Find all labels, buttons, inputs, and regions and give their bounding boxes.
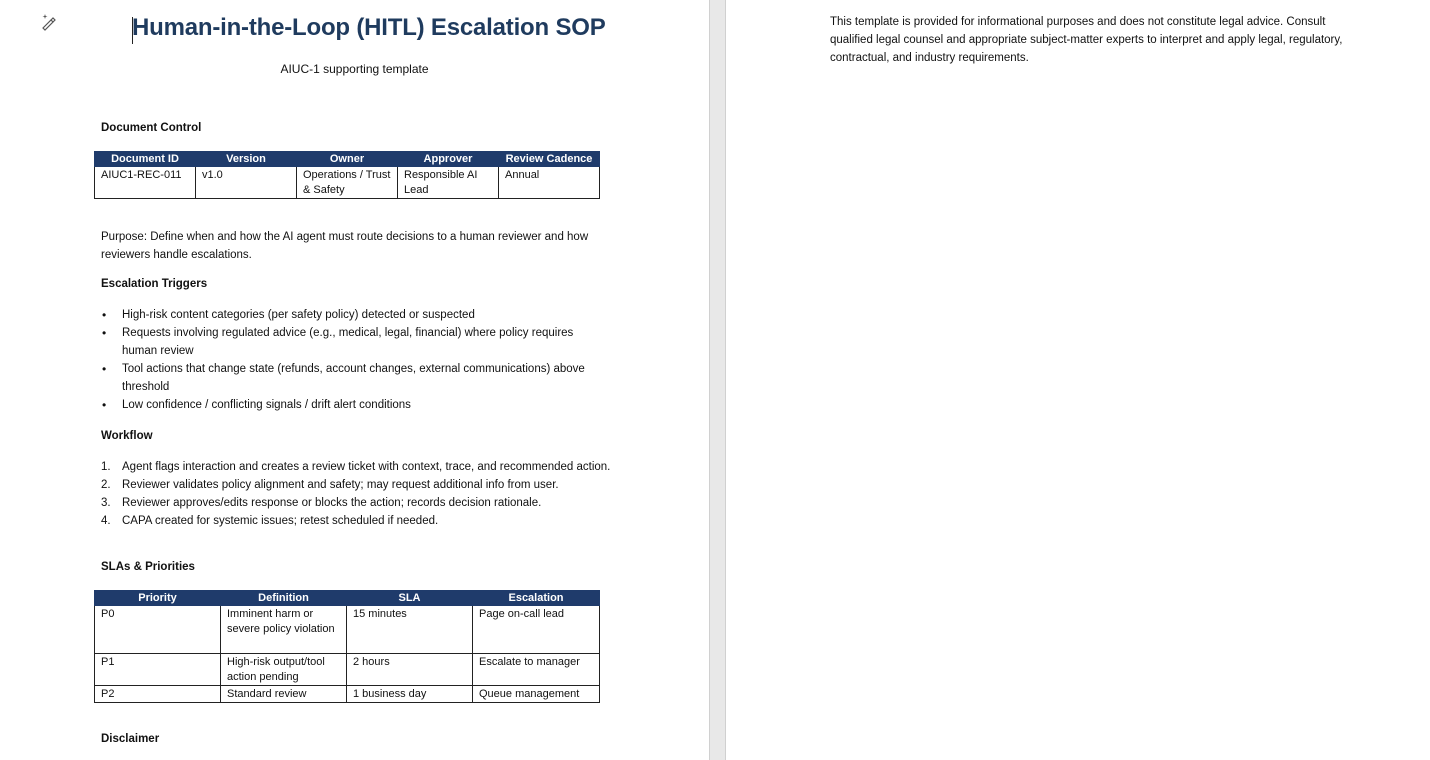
disclaimer-heading: Disclaimer bbox=[101, 733, 160, 745]
document-subtitle: AIUC-1 supporting template bbox=[280, 62, 429, 76]
table-cell: P0 bbox=[95, 606, 221, 654]
list-item: 3. Reviewer approves/edits response or blocks the action; records decision rationale. bbox=[101, 497, 542, 509]
table-cell: Imminent harm or severe policy violation bbox=[221, 606, 347, 654]
table-cell: High-risk output/tool action pending bbox=[221, 654, 347, 686]
table-cell: Standard review bbox=[221, 686, 347, 703]
document-control-heading: Document Control bbox=[101, 122, 202, 134]
table-cell: P2 bbox=[95, 686, 221, 703]
table-cell: 15 minutes bbox=[347, 606, 473, 654]
table-cell: Responsible AI Lead bbox=[398, 167, 499, 199]
bullet-marker: • bbox=[102, 308, 107, 322]
purpose-paragraph: Purpose: Define when and how the AI agent must route decisions to a human reviewer and how reviewers handle escalations. bbox=[101, 231, 589, 261]
table-cell: Operations / Trust & Safety bbox=[297, 167, 398, 199]
document-page-right[interactable] bbox=[726, 0, 1430, 760]
table-row bbox=[95, 167, 600, 199]
table-cell: 2 hours bbox=[347, 654, 473, 686]
table-cell: Annual bbox=[499, 167, 600, 199]
table-header-row bbox=[95, 152, 600, 167]
page-gutter bbox=[709, 0, 726, 760]
sparkle-pen-icon[interactable] bbox=[40, 13, 58, 31]
escalation-triggers-heading: Escalation Triggers bbox=[101, 278, 208, 290]
column-header: Approver bbox=[398, 152, 499, 167]
bullet-marker: • bbox=[102, 398, 107, 412]
list-item: • High-risk content categories (per safety policy) detected or suspected bbox=[102, 308, 475, 322]
table-cell: Page on-call lead bbox=[473, 606, 600, 654]
workflow-list bbox=[101, 458, 611, 530]
table-row bbox=[95, 654, 600, 686]
sla-table bbox=[94, 590, 600, 703]
workflow-heading: Workflow bbox=[101, 430, 153, 442]
list-item: • Requests involving regulated advice (e.g., medical, legal, financial) where policy requires human review bbox=[102, 326, 574, 357]
column-header: Owner bbox=[297, 152, 398, 167]
column-header: Document ID bbox=[95, 152, 196, 167]
document-control-table bbox=[94, 151, 600, 199]
table-cell: P1 bbox=[95, 654, 221, 686]
table-cell: v1.0 bbox=[196, 167, 297, 199]
disclaimer-paragraph: This template is provided for informational purposes and does not constitute legal advice. Consult qualified legal counsel and appropriate subject-matter experts to interpret and apply legal, regulatory, contractual, and industry requirements. bbox=[830, 16, 1343, 64]
list-item: 1. Agent flags interaction and creates a review ticket with context, trace, and recommended action. bbox=[101, 461, 611, 473]
document-title[interactable]: Human-in-the-Loop (HITL) Escalation SOP bbox=[132, 14, 606, 41]
table-cell: Queue management bbox=[473, 686, 600, 703]
table-row bbox=[95, 606, 600, 654]
table-cell: AIUC1-REC-011 bbox=[95, 167, 196, 199]
column-header: Version bbox=[196, 152, 297, 167]
column-header: SLA bbox=[347, 591, 473, 606]
list-item: • Tool actions that change state (refunds, account changes, external communications) above threshold bbox=[102, 362, 585, 393]
table-header-row bbox=[95, 591, 600, 606]
table-cell: 1 business day bbox=[347, 686, 473, 703]
bullet-marker: • bbox=[102, 326, 107, 340]
list-item: • Low confidence / conflicting signals / drift alert conditions bbox=[102, 398, 411, 412]
slas-heading: SLAs & Priorities bbox=[101, 561, 195, 573]
column-header: Priority bbox=[95, 591, 221, 606]
table-cell: Escalate to manager bbox=[473, 654, 600, 686]
table-row bbox=[95, 686, 600, 703]
bullet-marker: • bbox=[102, 362, 107, 376]
list-item: 4. CAPA created for systemic issues; retest scheduled if needed. bbox=[101, 515, 439, 527]
column-header: Review Cadence bbox=[499, 152, 600, 167]
document-page-left[interactable] bbox=[0, 0, 709, 760]
column-header: Escalation bbox=[473, 591, 600, 606]
column-header: Definition bbox=[221, 591, 347, 606]
escalation-triggers-list bbox=[101, 306, 611, 414]
list-item: 2. Reviewer validates policy alignment and safety; may request additional info from user. bbox=[101, 479, 559, 491]
